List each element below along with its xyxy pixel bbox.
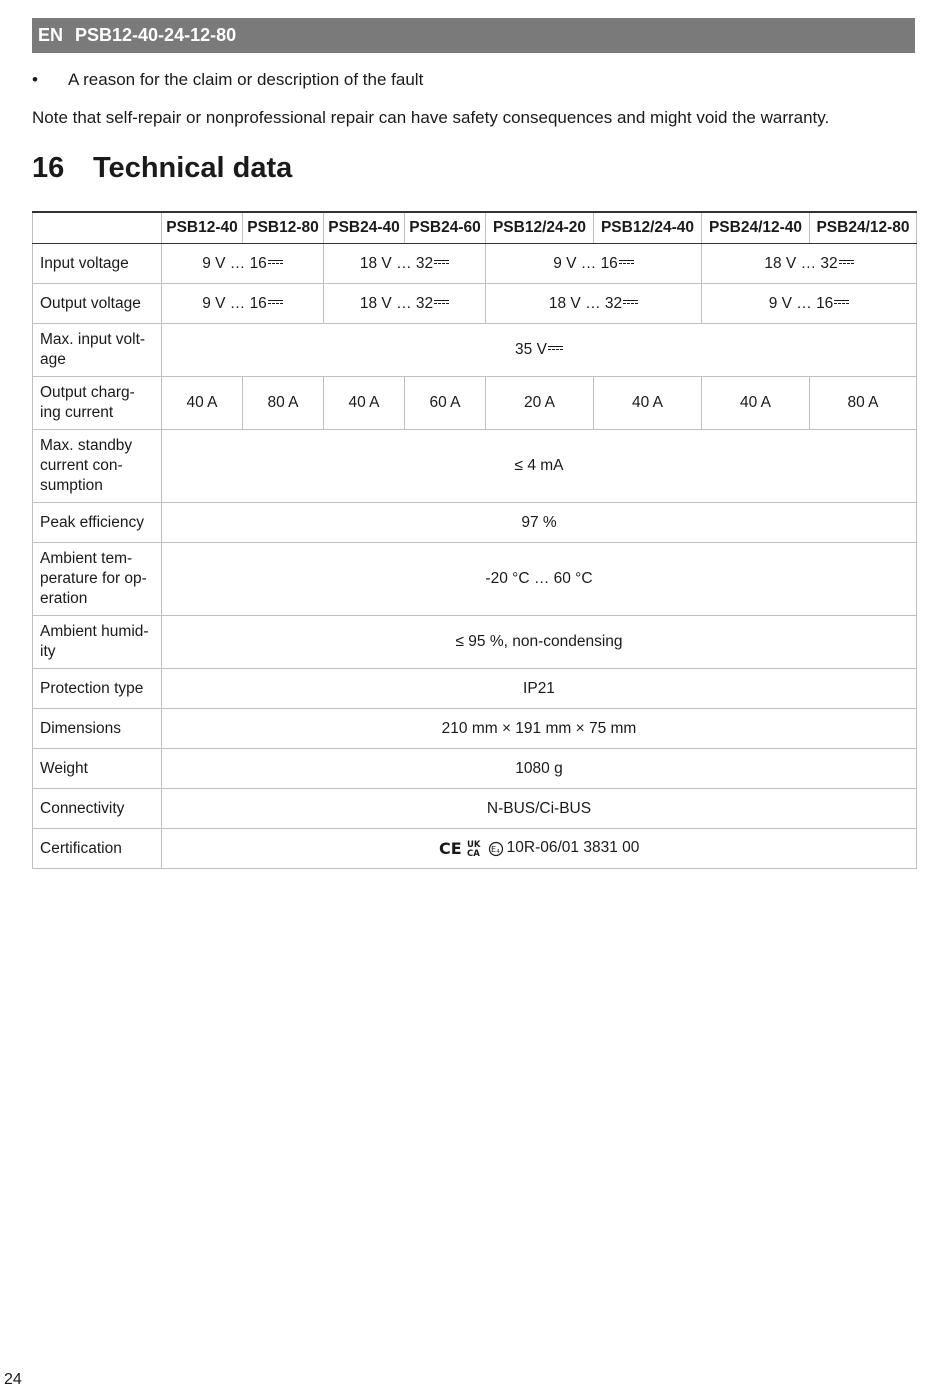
- dc-symbol-icon: [839, 259, 854, 266]
- dc-symbol-icon: [619, 259, 634, 266]
- row-label: Max. input volt-age: [33, 324, 162, 377]
- table-row: [33, 244, 917, 284]
- table-header-row: [33, 212, 917, 244]
- table-cell: 18 V … 32: [486, 284, 702, 324]
- bullet-icon: •: [32, 70, 38, 89]
- column-header: PSB24-60: [405, 212, 486, 244]
- table-cell: 9 V … 16: [702, 284, 917, 324]
- e-mark-icon: [489, 843, 502, 856]
- table-row: [33, 829, 917, 869]
- table-row: [33, 709, 917, 749]
- table-cell: 9 V … 16: [162, 284, 324, 324]
- model-title: PSB12-40-24-12-80: [75, 25, 237, 45]
- table-cell: 35 V: [162, 324, 917, 377]
- table-cell: 40 A: [162, 377, 243, 430]
- row-label: Output voltage: [33, 284, 162, 324]
- row-label: Protection type: [33, 669, 162, 709]
- bullet-item: [32, 70, 423, 90]
- dc-symbol-icon: [434, 299, 449, 306]
- column-header: PSB12-80: [243, 212, 324, 244]
- row-label: Connectivity: [33, 789, 162, 829]
- column-header: PSB24/12-40: [702, 212, 810, 244]
- ukca-mark-icon: [467, 840, 481, 857]
- table-cell: 9 V … 16: [162, 244, 324, 284]
- dc-symbol-icon: [623, 299, 638, 306]
- table-cell: N-BUS/Ci-BUS: [162, 789, 917, 829]
- table-cell: 80 A: [810, 377, 917, 430]
- table-row: [33, 749, 917, 789]
- ce-mark-icon: [439, 839, 462, 857]
- dc-symbol-icon: [548, 345, 563, 352]
- table-cell: 60 A: [405, 377, 486, 430]
- row-label: Peak efficiency: [33, 503, 162, 543]
- language-code: EN: [38, 25, 64, 45]
- ukca-mark-bottom-text: CA: [466, 849, 480, 858]
- certification-number: 10R-06/01 3831 00: [506, 839, 640, 857]
- table-row: [33, 669, 917, 709]
- table-row: [33, 789, 917, 829]
- row-label: Dimensions: [33, 709, 162, 749]
- table-row: [33, 284, 917, 324]
- table-row: [33, 616, 917, 669]
- dc-symbol-icon: [434, 259, 449, 266]
- table-cell: IP21: [162, 669, 917, 709]
- table-cell: ≤ 4 mA: [162, 430, 917, 503]
- column-header: PSB24/12-80: [810, 212, 917, 244]
- dc-symbol-icon: [834, 299, 849, 306]
- row-label: Max. standby current con-sumption: [33, 430, 162, 503]
- table-row: [33, 324, 917, 377]
- table-cell: 18 V … 32: [702, 244, 917, 284]
- table-cell: 20 A: [486, 377, 594, 430]
- row-label: Ambient tem-perature for op-eration: [33, 543, 162, 616]
- row-label: Ambient humid-ity: [33, 616, 162, 669]
- table-cell: 40 A: [702, 377, 810, 430]
- e-mark-number: 4: [496, 849, 500, 856]
- section-heading: [32, 152, 292, 185]
- table-cell: 97 %: [162, 503, 917, 543]
- ce-mark-text: CE: [438, 839, 462, 858]
- table-cell: 18 V … 32: [324, 284, 486, 324]
- row-label: Input voltage: [33, 244, 162, 284]
- dc-symbol-icon: [268, 259, 283, 266]
- column-header: PSB12/24-40: [594, 212, 702, 244]
- table-cell: 210 mm × 191 mm × 75 mm: [162, 709, 917, 749]
- e-mark-letter: E: [490, 845, 496, 855]
- warranty-note: Note that self-repair or nonprofessional repair can have safety consequences and might void the warranty.: [32, 108, 830, 127]
- table-cell: 40 A: [594, 377, 702, 430]
- table-cell: [162, 829, 917, 869]
- page-number: 24: [4, 1371, 22, 1388]
- table-cell: 40 A: [324, 377, 405, 430]
- table-row: [33, 543, 917, 616]
- technical-data-table: [32, 211, 917, 869]
- section-title: Technical data: [93, 152, 293, 184]
- table-cell: -20 °C … 60 °C: [162, 543, 917, 616]
- table-cell: 1080 g: [162, 749, 917, 789]
- table-cell: ≤ 95 %, non-condensing: [162, 616, 917, 669]
- table-cell: 18 V … 32: [324, 244, 486, 284]
- ukca-mark-top-text: UK: [466, 840, 481, 851]
- header-empty-cell: [33, 212, 162, 244]
- table-row: [33, 430, 917, 503]
- table-cell: 80 A: [243, 377, 324, 430]
- table-cell: 9 V … 16: [486, 244, 702, 284]
- row-label: Output charg-ing current: [33, 377, 162, 430]
- header-bar: [32, 18, 915, 53]
- dc-symbol-icon: [268, 299, 283, 306]
- column-header: PSB12/24-20: [486, 212, 594, 244]
- column-header: PSB24-40: [324, 212, 405, 244]
- table-row: [33, 377, 917, 430]
- certification-marks-icon: [439, 839, 505, 857]
- row-label: Certification: [33, 829, 162, 869]
- row-label: Weight: [33, 749, 162, 789]
- bullet-text: A reason for the claim or description of the fault: [68, 70, 424, 89]
- section-number: 16: [32, 152, 65, 184]
- column-header: PSB12-40: [162, 212, 243, 244]
- table-row: [33, 503, 917, 543]
- certification-marks: [439, 839, 505, 857]
